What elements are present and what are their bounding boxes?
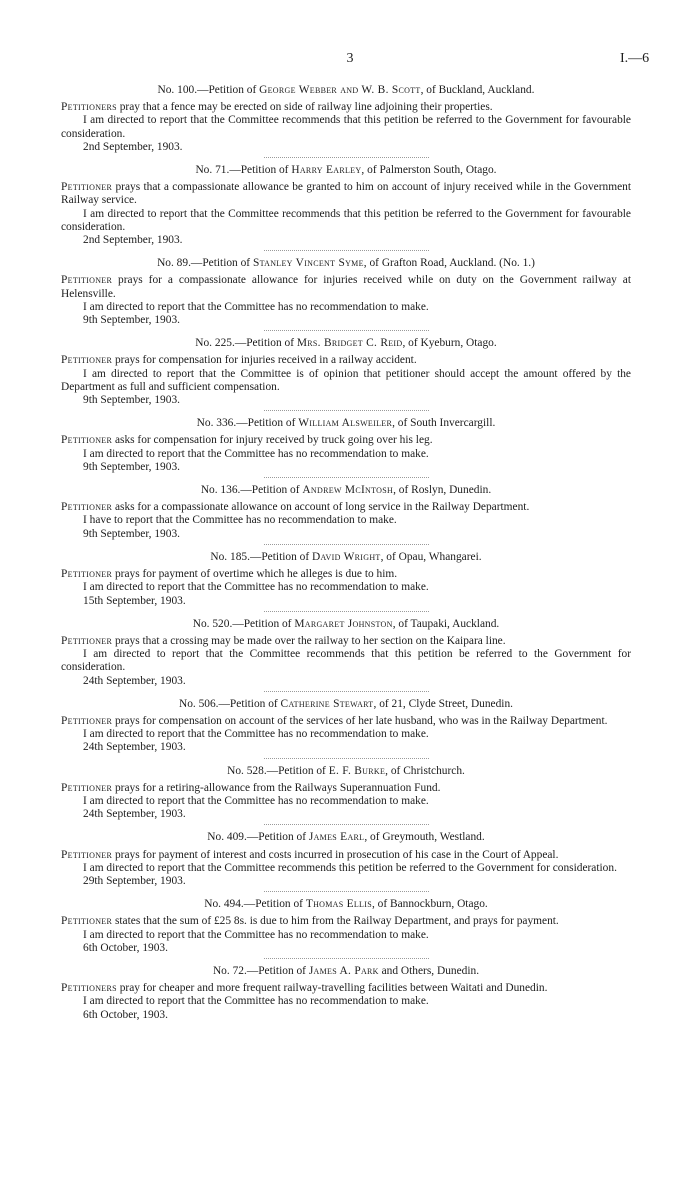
petition-lead: —Petition of bbox=[243, 898, 306, 911]
petitioner-name: William Alsweiler bbox=[298, 417, 393, 430]
petition-entry bbox=[61, 257, 631, 331]
petitioner-place: , of 21, Clyde Street, Dunedin. bbox=[373, 697, 514, 710]
section-divider bbox=[264, 824, 429, 825]
petition-number: No. 506. bbox=[178, 697, 219, 710]
petitioner-name: Thomas Ellis bbox=[305, 898, 372, 911]
committee-report: I am directed to report that the Committee has no recommendation to make. bbox=[83, 581, 429, 594]
committee-report: I am directed to report that the Committee has no recommendation to make. bbox=[83, 300, 429, 313]
petitioner-place: , of Greymouth, Westland. bbox=[364, 831, 485, 844]
section-divider bbox=[264, 250, 429, 251]
report-date: 2nd September, 1903. bbox=[83, 234, 183, 247]
petitioner-name: Andrew McIntosh bbox=[302, 484, 394, 497]
petition-request bbox=[61, 849, 631, 862]
petitioner-label: Petitioner bbox=[61, 568, 113, 581]
petitioner-name: Margaret Johnston bbox=[294, 617, 393, 630]
report-date: 24th September, 1903. bbox=[83, 808, 186, 821]
petition-heading bbox=[61, 484, 631, 497]
petitioner-label: Petitioner bbox=[61, 915, 113, 928]
committee-report: I am directed to report that the Committee recommends that this petition be referred to the Government for favourable consideration. bbox=[61, 114, 631, 140]
petitioner-name: E. F. Burke bbox=[328, 764, 386, 777]
petition-request bbox=[61, 434, 631, 447]
committee-report: I am directed to report that the Committee has no recommendation to make. bbox=[83, 794, 429, 807]
petitioner-place: , of Bannockburn, Otago. bbox=[371, 898, 488, 911]
petition-number: No. 136. bbox=[200, 484, 241, 497]
petition-entry bbox=[61, 965, 631, 1022]
petition-heading bbox=[61, 698, 631, 711]
report-date: 29th September, 1903. bbox=[83, 874, 186, 887]
section-divider bbox=[264, 157, 429, 158]
petition-lead: —Petition of bbox=[232, 617, 295, 630]
report-date: 9th September, 1903. bbox=[83, 460, 180, 473]
section-divider bbox=[264, 891, 429, 892]
section-divider bbox=[264, 958, 429, 959]
petition-entry bbox=[61, 831, 631, 892]
petition-request bbox=[61, 982, 631, 995]
petition-heading bbox=[61, 765, 631, 778]
petitioner-label: Petitioners bbox=[61, 982, 117, 995]
petition-lead: —Petition of bbox=[246, 964, 309, 977]
petitioner-label: Petitioner bbox=[61, 634, 113, 647]
petition-lead: —Petition of bbox=[234, 337, 297, 350]
petition-request-text: prays for compensation for injuries received in a railway accident. bbox=[112, 354, 417, 367]
petitioner-label: Petitioner bbox=[61, 434, 113, 447]
section-divider bbox=[264, 330, 429, 331]
petitioner-name: James A. Park bbox=[308, 964, 379, 977]
petition-number: No. 520. bbox=[192, 617, 233, 630]
petition-number: No. 89. bbox=[157, 257, 191, 270]
petitioner-label: Petitioners bbox=[61, 101, 117, 114]
report-date: 2nd September, 1903. bbox=[83, 140, 183, 153]
petitioner-label: Petitioner bbox=[61, 274, 113, 287]
petitioner-name: Catherine Stewart bbox=[280, 697, 374, 710]
petition-lead: —Petition of bbox=[229, 164, 292, 177]
petition-heading bbox=[61, 164, 631, 177]
petition-request bbox=[61, 635, 631, 648]
petition-heading bbox=[61, 337, 631, 350]
petition-heading bbox=[61, 551, 631, 564]
petitioner-place: , of Buckland, Auckland. bbox=[420, 84, 535, 96]
petition-lead: —Petition of bbox=[236, 417, 299, 430]
petition-entry bbox=[61, 337, 631, 411]
petition-lead: —Petition of bbox=[246, 831, 309, 844]
petition-heading bbox=[61, 257, 631, 270]
petitioner-place: , of South Invercargill. bbox=[392, 417, 496, 430]
petition-request-text: pray for cheaper and more frequent railway-travelling facilities between Waitati and Dunedin. bbox=[116, 982, 548, 995]
petition-request-text: prays that a crossing may be made over the railway to her section on the Kaipara line. bbox=[112, 634, 506, 647]
petition-heading bbox=[61, 84, 631, 97]
petition-lead: —Petition of bbox=[190, 257, 253, 270]
report-date: 6th October, 1903. bbox=[83, 1008, 168, 1021]
petition-lead: —Petition of bbox=[197, 84, 260, 96]
petitioner-place: , of Palmerston South, Otago. bbox=[361, 164, 497, 177]
petitioner-label: Petitioner bbox=[61, 181, 113, 194]
petition-request-text: pray that a fence may be erected on side of railway line adjoining their properties. bbox=[116, 101, 493, 114]
report-date: 9th September, 1903. bbox=[83, 527, 180, 540]
committee-report: I am directed to report that the Committee has no recommendation to make. bbox=[83, 728, 429, 741]
committee-report: I have to report that the Committee has no recommendation to make. bbox=[83, 514, 397, 527]
petition-number: No. 494. bbox=[204, 898, 244, 911]
report-date: 15th September, 1903. bbox=[83, 594, 186, 607]
section-divider bbox=[264, 477, 429, 478]
section-divider bbox=[264, 410, 429, 411]
petitioner-name: Harry Earley bbox=[291, 164, 362, 177]
section-divider bbox=[264, 544, 429, 545]
petitioner-name: Stanley Vincent Syme bbox=[252, 257, 364, 270]
petition-list bbox=[61, 84, 631, 1023]
petition-request-text: prays for a retiring-allowance from the Railways Superannuation Fund. bbox=[112, 781, 441, 794]
petitioner-place: , of Opau, Whangarei. bbox=[380, 550, 482, 563]
petition-number: No. 185. bbox=[210, 550, 250, 563]
report-date: 9th September, 1903. bbox=[83, 394, 180, 407]
petition-entry bbox=[61, 551, 631, 612]
petition-heading bbox=[61, 417, 631, 430]
petition-entry bbox=[61, 164, 631, 251]
section-divider bbox=[264, 611, 429, 612]
petition-request bbox=[61, 715, 631, 728]
section-divider bbox=[264, 758, 429, 759]
petition-request-text: prays for compensation on account of the services of her late husband, who was in the Railway Department. bbox=[112, 714, 608, 727]
petition-request-text: prays for a compassionate allowance for injuries received while on duty on the Government railway at Helensville. bbox=[61, 274, 631, 300]
petition-entry bbox=[61, 417, 631, 478]
petitioner-name: Mrs. Bridget C. Reid bbox=[296, 337, 403, 350]
petition-entry bbox=[61, 765, 631, 826]
petitioner-place: , of Taupaki, Auckland. bbox=[392, 617, 500, 630]
petitioner-label: Petitioner bbox=[61, 354, 113, 367]
petitioner-place: , of Christchurch. bbox=[385, 764, 465, 777]
petition-request-text: states that the sum of £25 8s. is due to him from the Railway Department, and prays for payment. bbox=[112, 915, 559, 928]
petition-request-text: asks for compensation for injury received by truck going over his leg. bbox=[112, 434, 433, 447]
petition-heading bbox=[61, 965, 631, 978]
committee-report: I am directed to report that the Committee has no recommendation to make. bbox=[83, 447, 429, 460]
report-date: 24th September, 1903. bbox=[83, 674, 186, 687]
petition-lead: —Petition of bbox=[266, 764, 329, 777]
petition-heading bbox=[61, 831, 631, 844]
petitioner-name: David Wright bbox=[311, 550, 381, 563]
petitioner-name: James Earl bbox=[308, 831, 365, 844]
petition-entry bbox=[61, 484, 631, 545]
petitioner-place: and Others, Dunedin. bbox=[378, 964, 480, 977]
petition-heading bbox=[61, 898, 631, 911]
petition-request bbox=[61, 915, 631, 928]
petition-request bbox=[61, 101, 631, 114]
petitioner-place: , of Roslyn, Dunedin. bbox=[393, 484, 492, 497]
section-divider bbox=[264, 691, 429, 692]
petition-request bbox=[61, 501, 631, 514]
report-date: 6th October, 1903. bbox=[83, 941, 168, 954]
petition-number: No. 72. bbox=[212, 964, 247, 977]
petition-request-text: asks for a compassionate allowance on account of long service in the Railway Department. bbox=[112, 501, 530, 514]
petition-number: No. 409. bbox=[207, 831, 247, 844]
petition-request bbox=[61, 274, 631, 300]
petition-request-text: prays for payment of interest and costs incurred in prosecution of his case in the Court of Appeal. bbox=[112, 848, 559, 861]
petition-number: No. 71. bbox=[195, 164, 230, 177]
petition-request bbox=[61, 782, 631, 795]
petitioner-label: Petitioner bbox=[61, 781, 113, 794]
committee-report: I am directed to report that the Committee recommends that this petition be referred to the Government for consideration. bbox=[61, 648, 631, 674]
petition-lead: —Petition of bbox=[249, 550, 312, 563]
committee-report: I am directed to report that the Committee recommends this petition be referred to the Government for consideration. bbox=[83, 861, 617, 874]
petition-lead: —Petition of bbox=[218, 697, 281, 710]
committee-report: I am directed to report that the Committee has no recommendation to make. bbox=[83, 995, 429, 1008]
petition-entry bbox=[61, 698, 631, 759]
committee-report: I am directed to report that the Committee recommends that this petition be referred to the Government for favourable consideration. bbox=[61, 207, 631, 233]
petition-lead: —Petition of bbox=[240, 484, 303, 497]
petitioner-place: , of Kyeburn, Otago. bbox=[402, 337, 497, 350]
petition-entry bbox=[61, 898, 631, 959]
report-date: 9th September, 1903. bbox=[83, 314, 180, 327]
petition-request-text: prays that a compassionate allowance be granted to him on account of injury received while in the Government Railway service. bbox=[61, 181, 631, 207]
petition-request bbox=[61, 354, 631, 367]
petition-number: No. 225. bbox=[195, 337, 235, 350]
petition-request-text: prays for payment of overtime which he alleges is due to him. bbox=[112, 568, 398, 581]
petition-entry bbox=[61, 84, 631, 158]
petitioner-place: , of Grafton Road, Auckland. (No. 1.) bbox=[363, 257, 535, 270]
document-reference: I.—6 bbox=[620, 51, 650, 66]
petition-request bbox=[61, 181, 631, 207]
petition-number: No. 336. bbox=[196, 417, 237, 430]
petition-entry bbox=[61, 618, 631, 692]
petitioner-label: Petitioner bbox=[61, 714, 113, 727]
petitioner-label: Petitioner bbox=[61, 848, 113, 861]
report-date: 24th September, 1903. bbox=[83, 741, 186, 754]
petition-request bbox=[61, 568, 631, 581]
petition-number: No. 528. bbox=[227, 764, 267, 777]
petitioner-label: Petitioner bbox=[61, 501, 113, 514]
page-number: 3 bbox=[346, 51, 354, 66]
committee-report: I am directed to report that the Committee has no recommendation to make. bbox=[83, 928, 429, 941]
petitioner-name: George Webber and W. B. Scott bbox=[259, 84, 421, 96]
committee-report: I am directed to report that the Committee is of opinion that petitioner should accept the amount offered by the Department as full and sufficient compensation. bbox=[61, 367, 631, 393]
petition-heading bbox=[61, 618, 631, 631]
petition-number: No. 100. bbox=[157, 84, 198, 96]
